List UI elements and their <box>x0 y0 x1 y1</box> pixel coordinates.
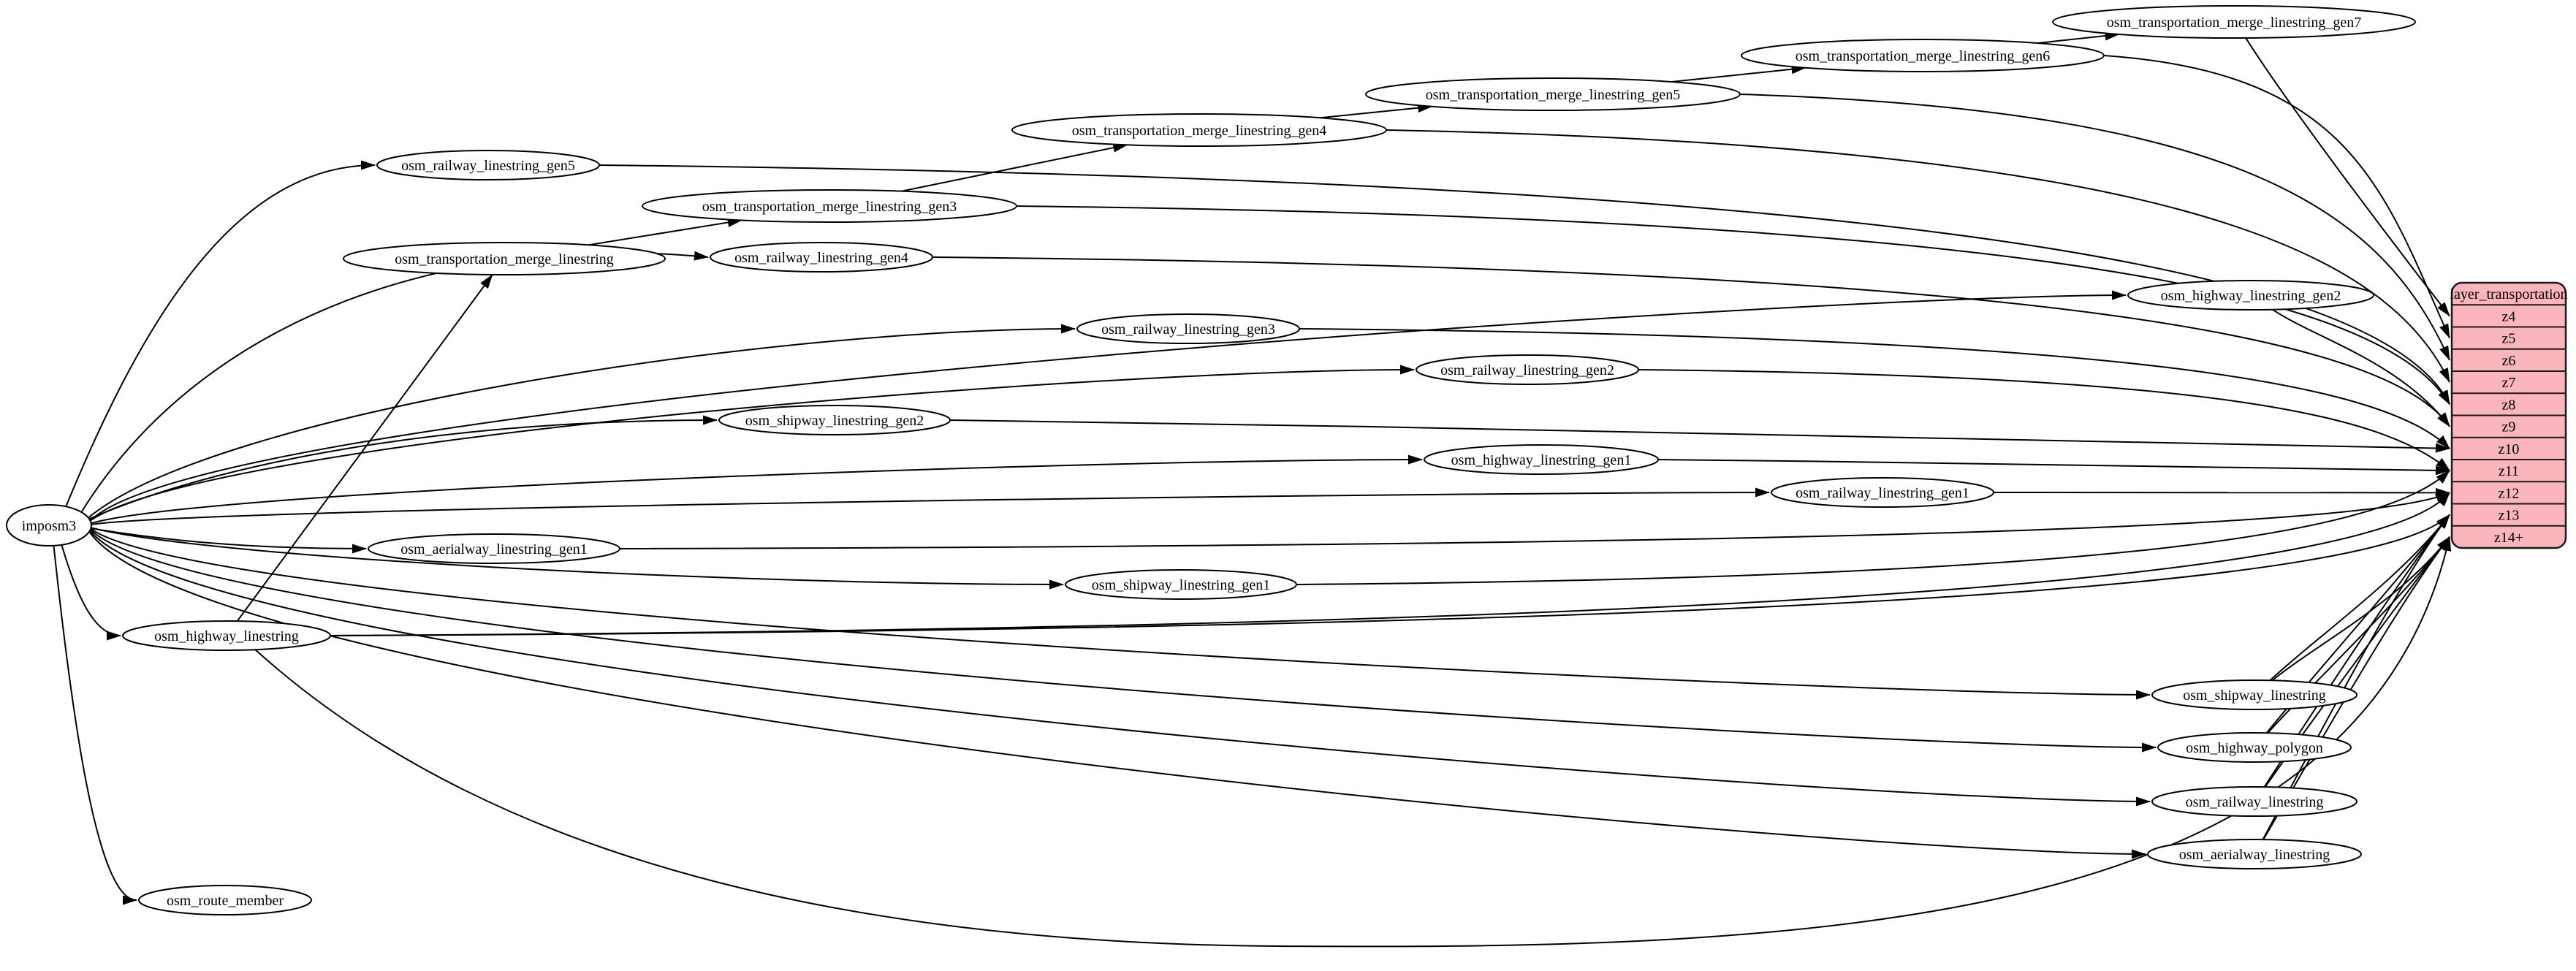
node-label-osm_shipway_linestring_gen2: osm_shipway_linestring_gen2 <box>745 413 924 429</box>
node-label-osm_highway_polygon: osm_highway_polygon <box>2186 740 2323 756</box>
node-label-osm_railway_linestring_gen2: osm_railway_linestring_gen2 <box>1440 362 1614 378</box>
edge-imposm3-osm_route_member <box>54 546 137 900</box>
node-osm_transportation_merge_linestring_gen7 <box>2053 6 2415 38</box>
node-label-osm_transportation_merge_linestring: osm_transportation_merge_linestring <box>395 251 614 267</box>
node-label-osm_transportation_merge_linestring_gen5: osm_transportation_merge_linestring_gen5 <box>1425 87 1681 103</box>
edge-osm_transportation_merge_linestring_gen4-z7 <box>1386 130 2450 382</box>
node-label-osm_highway_linestring_gen2: osm_highway_linestring_gen2 <box>2160 288 2341 304</box>
node-label-osm_transportation_merge_linestring_gen3: osm_transportation_merge_linestring_gen3 <box>702 199 957 215</box>
node-osm_route_member <box>139 886 311 915</box>
table-row-z12: z12 <box>2498 485 2520 502</box>
node-osm_shipway_linestring_gen2 <box>719 405 950 435</box>
edge-imposm3-osm_railway_linestring_gen2 <box>90 370 1414 521</box>
edge-osm_transportation_merge_linestring_gen4-osm_transportation_merge_linestring_gen5 <box>1321 107 1432 118</box>
table-row-z4: z4 <box>2501 308 2516 325</box>
node-osm_transportation_merge_linestring_gen4 <box>1012 114 1386 146</box>
table-layer <box>2450 283 2567 548</box>
edge-imposm3-osm_railway_linestring_gen5 <box>66 165 375 506</box>
node-label-osm_railway_linestring_gen3: osm_railway_linestring_gen3 <box>1101 321 1275 338</box>
edge-osm_transportation_merge_linestring_gen3-osm_transportation_merge_linestring_gen4 <box>902 145 1127 191</box>
node-label-osm_shipway_linestring_gen1: osm_shipway_linestring_gen1 <box>1091 577 1271 593</box>
node-label-osm_transportation_merge_linestring_gen7: osm_transportation_merge_linestring_gen7 <box>2106 15 2362 31</box>
edge-osm_transportation_merge_linestring_gen6-osm_transportation_merge_linestring_gen7 <box>2037 34 2119 43</box>
node-label-osm_highway_linestring: osm_highway_linestring <box>154 628 299 644</box>
edge-imposm3-osm_railway_linestring_gen4 <box>81 253 708 512</box>
edge-osm_transportation_merge_linestring_gen5-osm_transportation_merge_linestring_gen6 <box>1671 68 1805 82</box>
node-label-imposm3: imposm3 <box>21 518 77 534</box>
edge-osm_highway_linestring-z14+ <box>254 537 2450 947</box>
node-osm_railway_linestring_gen1 <box>1771 478 1994 507</box>
node-osm_shipway_linestring <box>2152 680 2357 709</box>
node-osm_transportation_merge_linestring <box>343 243 665 275</box>
node-osm_highway_linestring_gen1 <box>1424 445 1658 474</box>
node-imposm3 <box>7 505 91 546</box>
edge-imposm3-osm_highway_polygon <box>91 530 2156 747</box>
node-label-osm_route_member: osm_route_member <box>167 893 284 909</box>
node-osm_transportation_merge_linestring_gen6 <box>1741 39 2104 72</box>
node-osm_highway_linestring <box>123 621 330 650</box>
edge-osm_highway_linestring-osm_transportation_merge_linestring <box>238 275 493 621</box>
edge-osm_highway_linestring_gen2-z9 <box>2273 310 2450 427</box>
node-label-osm_transportation_merge_linestring_gen4: osm_transportation_merge_linestring_gen4 <box>1071 123 1327 139</box>
edge-osm_highway_linestring-z12 <box>330 492 2450 636</box>
edge-osm_railway_linestring_gen3-z10 <box>1299 329 2450 449</box>
edge-osm_transportation_merge_linestring_gen7-z4 <box>2246 38 2450 316</box>
node-osm_aerialway_linestring_gen1 <box>368 534 620 563</box>
edge-osm_railway_linestring_gen2-z11 <box>1638 370 2450 471</box>
table-row-z14+: z14+ <box>2493 529 2524 546</box>
node-label-osm_shipway_linestring: osm_shipway_linestring <box>2183 688 2326 704</box>
node-osm_aerialway_linestring <box>2148 839 2361 869</box>
node-label-osm_aerialway_linestring: osm_aerialway_linestring <box>2178 847 2330 863</box>
table-row-z13: z13 <box>2498 507 2520 524</box>
node-osm_railway_linestring <box>2152 787 2357 816</box>
edge-osm_transportation_merge_linestring_gen5-z6 <box>1740 94 2450 360</box>
node-label-osm_railway_linestring_gen1: osm_railway_linestring_gen1 <box>1796 485 1969 501</box>
node-osm_transportation_merge_linestring_gen5 <box>1366 78 1740 110</box>
edge-imposm3-osm_highway_linestring <box>61 545 121 636</box>
node-osm_shipway_linestring_gen1 <box>1065 570 1296 599</box>
node-label-osm_railway_linestring_gen4: osm_railway_linestring_gen4 <box>734 250 908 266</box>
edge-osm_transportation_merge_linestring-osm_transportation_merge_linestring_gen3 <box>589 220 742 245</box>
table-row-z10: z10 <box>2498 441 2520 457</box>
table-row-z5: z5 <box>2501 330 2516 347</box>
node-osm_railway_linestring_gen5 <box>377 151 599 180</box>
edge-imposm3-osm_railway_linestring_gen1 <box>91 492 1769 525</box>
node-label-osm_railway_linestring: osm_railway_linestring <box>2185 794 2324 810</box>
edge-osm_shipway_linestring_gen2-z10 <box>950 420 2450 449</box>
table-row-z8: z8 <box>2501 397 2516 414</box>
node-osm_transportation_merge_linestring_gen3 <box>642 190 1017 222</box>
node-label-osm_transportation_merge_linestring_gen6: osm_transportation_merge_linestring_gen6 <box>1795 48 2051 64</box>
node-osm_railway_linestring_gen3 <box>1077 314 1299 343</box>
table-row-z11: z11 <box>2498 463 2520 480</box>
node-osm_highway_linestring_gen2 <box>2128 281 2374 310</box>
table-row-z7: z7 <box>2501 375 2516 392</box>
node-layer <box>7 6 2415 915</box>
node-label-osm_railway_linestring_gen5: osm_railway_linestring_gen5 <box>401 158 575 174</box>
node-label-osm_aerialway_linestring_gen1: osm_aerialway_linestring_gen1 <box>400 541 588 557</box>
node-osm_highway_polygon <box>2158 733 2351 762</box>
table-row-z9: z9 <box>2501 419 2516 435</box>
table-row-z6: z6 <box>2501 352 2516 369</box>
edge-osm_highway_linestring_gen1-z11 <box>1658 460 2450 471</box>
node-osm_railway_linestring_gen4 <box>710 243 932 272</box>
node-label-osm_highway_linestring_gen1: osm_highway_linestring_gen1 <box>1451 452 1632 468</box>
table-title: layer_transportation <box>2450 286 2568 303</box>
node-osm_railway_linestring_gen2 <box>1416 355 1638 384</box>
